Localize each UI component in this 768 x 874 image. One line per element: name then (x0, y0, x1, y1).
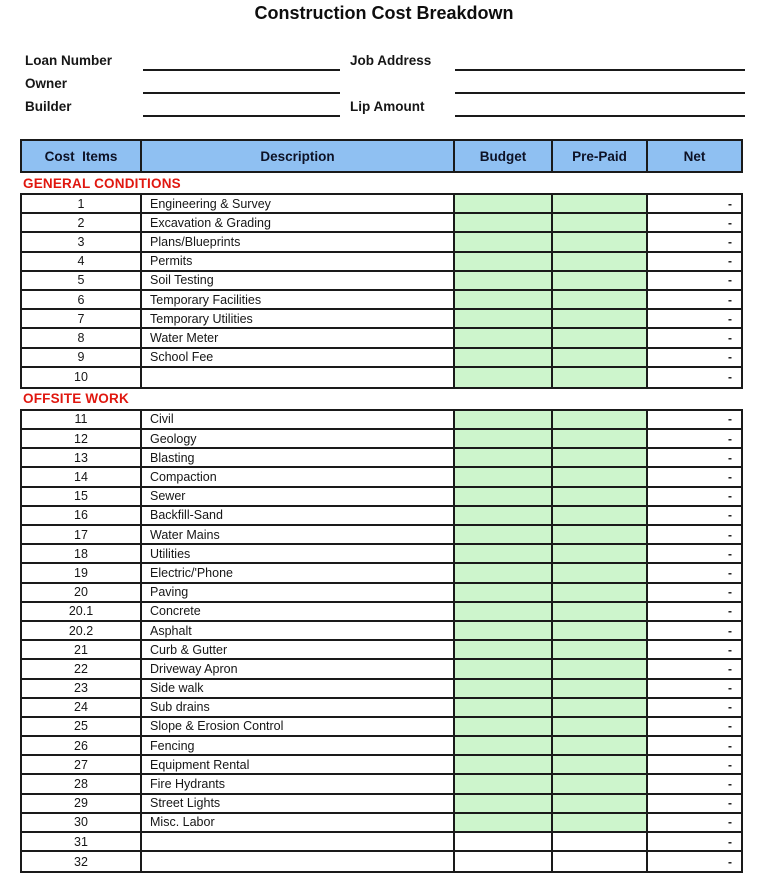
column-header-description: Description (142, 141, 455, 171)
budget-input-cell[interactable] (455, 526, 553, 543)
description-cell: Compaction (142, 468, 455, 485)
table-row (22, 775, 741, 794)
table-row (22, 699, 741, 718)
cost-item-number-cell: 15 (22, 488, 142, 505)
description-cell: Misc. Labor (142, 814, 455, 831)
budget-input-cell[interactable] (455, 699, 553, 716)
description-cell: Sub drains (142, 699, 455, 716)
prepaid-input-cell[interactable] (553, 699, 648, 716)
table-row (22, 852, 741, 871)
prepaid-input-cell[interactable] (553, 660, 648, 677)
net-value-cell: - (728, 470, 732, 485)
section-title: GENERAL CONDITIONS (23, 175, 181, 191)
net-value-cell: - (728, 854, 732, 869)
table-row (22, 488, 741, 507)
prepaid-input-cell[interactable] (553, 641, 648, 658)
description-cell: Blasting (142, 449, 455, 466)
page-title: Construction Cost Breakdown (254, 3, 514, 23)
description-cell: Paving (142, 584, 455, 601)
budget-input-cell[interactable] (455, 545, 553, 562)
builder-label: Builder (25, 99, 72, 114)
budget-input-cell[interactable] (455, 641, 553, 658)
address-continued-field-line[interactable] (455, 76, 745, 94)
budget-input-cell[interactable] (455, 737, 553, 754)
prepaid-input-cell[interactable] (553, 214, 648, 231)
lip-amount-label: Lip Amount (350, 99, 425, 114)
net-value-cell: - (728, 508, 732, 523)
prepaid-input-cell[interactable] (553, 795, 648, 812)
description-cell: Plans/Blueprints (142, 233, 455, 250)
budget-input-cell[interactable] (455, 253, 553, 270)
description-cell: Permits (142, 253, 455, 270)
cost-item-number-cell: 3 (22, 233, 142, 250)
net-value-cell: - (728, 661, 732, 676)
table-row (22, 411, 741, 430)
prepaid-input-cell[interactable] (553, 526, 648, 543)
cost-item-number-cell: 25 (22, 718, 142, 735)
prepaid-input-cell[interactable] (553, 775, 648, 792)
cost-item-number-cell: 23 (22, 680, 142, 697)
table-row (22, 449, 741, 468)
cost-item-number-cell: 8 (22, 329, 142, 346)
table-header-row (20, 139, 743, 173)
table-row (22, 329, 741, 348)
net-value-cell: - (728, 370, 732, 385)
cost-item-number-cell: 29 (22, 795, 142, 812)
table-row (22, 564, 741, 583)
column-header-pre-paid: Pre-Paid (553, 141, 648, 171)
loan-number-label: Loan Number (25, 53, 113, 68)
section-rows-block (20, 409, 743, 874)
net-value-cell: - (728, 215, 732, 230)
cost-item-number-cell: 5 (22, 272, 142, 289)
cost-item-number-cell: 27 (22, 756, 142, 773)
budget-input-cell[interactable] (455, 233, 553, 250)
description-cell: Water Mains (142, 526, 455, 543)
table-row (22, 430, 741, 449)
description-cell (142, 368, 455, 387)
cost-item-number-cell: 14 (22, 468, 142, 485)
budget-input-cell[interactable] (455, 775, 553, 792)
cost-item-number-cell: 16 (22, 507, 142, 524)
form-row (0, 94, 768, 117)
cost-item-number-cell: 9 (22, 349, 142, 366)
prepaid-input-cell[interactable] (553, 833, 648, 850)
budget-input-cell[interactable] (455, 622, 553, 639)
cost-item-number-cell: 21 (22, 641, 142, 658)
budget-input-cell[interactable] (455, 214, 553, 231)
budget-input-cell[interactable] (455, 603, 553, 620)
prepaid-input-cell[interactable] (553, 584, 648, 601)
budget-input-cell[interactable] (455, 349, 553, 366)
prepaid-input-cell[interactable] (553, 852, 648, 871)
section-header-band (20, 389, 743, 409)
description-cell: Fencing (142, 737, 455, 754)
description-cell: Side walk (142, 680, 455, 697)
budget-input-cell[interactable] (455, 852, 553, 871)
prepaid-input-cell[interactable] (553, 718, 648, 735)
net-value-cell: - (728, 273, 732, 288)
prepaid-input-cell[interactable] (553, 603, 648, 620)
budget-input-cell[interactable] (455, 833, 553, 850)
table-row (22, 603, 741, 622)
loan-number-field-line[interactable] (143, 53, 340, 71)
net-value-cell: - (728, 196, 732, 211)
budget-input-cell[interactable] (455, 756, 553, 773)
description-cell: Driveway Apron (142, 660, 455, 677)
table-row (22, 310, 741, 329)
section-rows-block (20, 193, 743, 389)
budget-input-cell[interactable] (455, 795, 553, 812)
prepaid-input-cell[interactable] (553, 449, 648, 466)
cost-item-number-cell: 19 (22, 564, 142, 581)
cost-item-number-cell: 7 (22, 310, 142, 327)
description-cell: Equipment Rental (142, 756, 455, 773)
table-row (22, 545, 741, 564)
net-value-cell: - (728, 796, 732, 811)
net-value-cell: - (728, 234, 732, 249)
prepaid-input-cell[interactable] (553, 488, 648, 505)
description-cell: Water Meter (142, 329, 455, 346)
net-value-cell: - (728, 254, 732, 269)
table-row (22, 756, 741, 775)
table-row (22, 737, 741, 756)
section-title: OFFSITE WORK (23, 391, 129, 407)
table-row (22, 660, 741, 679)
description-cell: Street Lights (142, 795, 455, 812)
description-cell: Curb & Gutter (142, 641, 455, 658)
table-row (22, 718, 741, 737)
description-cell: Asphalt (142, 622, 455, 639)
cost-item-number-cell: 20 (22, 584, 142, 601)
description-cell: Geology (142, 430, 455, 447)
lip-amount-field-line[interactable] (455, 99, 745, 117)
prepaid-input-cell[interactable] (553, 349, 648, 366)
table-row (22, 680, 741, 699)
cost-item-number-cell: 26 (22, 737, 142, 754)
net-value-cell: - (728, 642, 732, 657)
job-address-field-line[interactable] (455, 53, 745, 71)
prepaid-input-cell[interactable] (553, 737, 648, 754)
budget-input-cell[interactable] (455, 814, 553, 831)
prepaid-input-cell[interactable] (553, 272, 648, 289)
description-cell: Temporary Utilities (142, 310, 455, 327)
net-value-cell: - (728, 527, 732, 542)
column-header-net: Net (683, 148, 706, 164)
budget-input-cell[interactable] (455, 488, 553, 505)
description-cell: Utilities (142, 545, 455, 562)
job-address-label: Job Address (350, 53, 432, 68)
column-header-budget: Budget (455, 141, 553, 171)
prepaid-input-cell[interactable] (553, 756, 648, 773)
table-row (22, 622, 741, 641)
budget-input-cell[interactable] (455, 411, 553, 428)
table-row (22, 349, 741, 368)
net-value-cell: - (728, 777, 732, 792)
budget-input-cell[interactable] (455, 564, 553, 581)
description-cell: Engineering & Survey (142, 195, 455, 212)
prepaid-input-cell[interactable] (553, 468, 648, 485)
table-row (22, 526, 741, 545)
cost-item-number-cell: 2 (22, 214, 142, 231)
prepaid-input-cell[interactable] (553, 814, 648, 831)
net-value-cell: - (728, 412, 732, 427)
net-value-cell: - (728, 292, 732, 307)
cost-item-number-cell: 4 (22, 253, 142, 270)
table-row (22, 584, 741, 603)
owner-label: Owner (25, 76, 68, 91)
table-section (20, 389, 743, 874)
table-row (22, 507, 741, 526)
description-cell: Backfill-Sand (142, 507, 455, 524)
prepaid-input-cell[interactable] (553, 564, 648, 581)
table-section (20, 173, 743, 389)
net-value-cell: - (728, 738, 732, 753)
description-cell: Temporary Facilities (142, 291, 455, 308)
net-value-cell: - (728, 330, 732, 345)
cost-item-number-cell: 18 (22, 545, 142, 562)
table-row (22, 795, 741, 814)
table-row (22, 272, 741, 291)
budget-input-cell[interactable] (455, 449, 553, 466)
cost-item-number-cell: 11 (22, 411, 142, 428)
net-value-cell: - (728, 489, 732, 504)
table-row (22, 233, 741, 252)
description-cell: Soil Testing (142, 272, 455, 289)
budget-input-cell[interactable] (455, 368, 553, 387)
prepaid-input-cell[interactable] (553, 430, 648, 447)
budget-input-cell[interactable] (455, 430, 553, 447)
description-cell: Sewer (142, 488, 455, 505)
table-row (22, 368, 741, 387)
budget-input-cell[interactable] (455, 584, 553, 601)
prepaid-input-cell[interactable] (553, 622, 648, 639)
cost-item-number-cell: 20.1 (22, 603, 142, 620)
prepaid-input-cell[interactable] (553, 253, 648, 270)
budget-input-cell[interactable] (455, 291, 553, 308)
cost-item-number-cell: 30 (22, 814, 142, 831)
prepaid-input-cell[interactable] (553, 310, 648, 327)
net-value-cell: - (728, 681, 732, 696)
cost-breakdown-table (20, 139, 743, 873)
owner-field-line[interactable] (143, 76, 340, 94)
cost-item-number-cell: 24 (22, 699, 142, 716)
column-header-cost-items: Cost Items (22, 141, 142, 171)
table-row (22, 214, 741, 233)
net-value-cell: - (728, 585, 732, 600)
net-value-cell: - (728, 757, 732, 772)
budget-input-cell[interactable] (455, 310, 553, 327)
description-cell (142, 833, 455, 850)
budget-input-cell[interactable] (455, 660, 553, 677)
prepaid-input-cell[interactable] (553, 411, 648, 428)
net-value-cell: - (728, 546, 732, 561)
net-value-cell: - (728, 350, 732, 365)
table-row (22, 468, 741, 487)
budget-input-cell[interactable] (455, 195, 553, 212)
table-row (22, 641, 741, 660)
net-value-cell: - (728, 311, 732, 326)
net-value-cell: - (728, 450, 732, 465)
blank-label (350, 91, 455, 94)
net-value-cell: - (728, 834, 732, 849)
cost-item-number-cell: 10 (22, 368, 142, 387)
section-header-band (20, 173, 743, 193)
table-row (22, 814, 741, 833)
table-row (22, 253, 741, 272)
description-cell (142, 852, 455, 871)
budget-input-cell[interactable] (455, 272, 553, 289)
prepaid-input-cell[interactable] (553, 368, 648, 387)
prepaid-input-cell[interactable] (553, 545, 648, 562)
net-value-cell: - (728, 565, 732, 580)
cost-item-number-cell: 28 (22, 775, 142, 792)
form-row (0, 48, 768, 71)
cost-item-number-cell: 31 (22, 833, 142, 850)
form-row (0, 71, 768, 94)
cost-item-number-cell: 20.2 (22, 622, 142, 639)
net-value-cell: - (728, 700, 732, 715)
prepaid-input-cell[interactable] (553, 291, 648, 308)
net-value-cell: - (728, 815, 732, 830)
cost-item-number-cell: 17 (22, 526, 142, 543)
budget-input-cell[interactable] (455, 507, 553, 524)
description-cell: Slope & Erosion Control (142, 718, 455, 735)
cost-item-number-cell: 13 (22, 449, 142, 466)
net-value-cell: - (728, 623, 732, 638)
table-row (22, 195, 741, 214)
table-row (22, 291, 741, 310)
description-cell: Civil (142, 411, 455, 428)
budget-input-cell[interactable] (455, 718, 553, 735)
net-value-cell: - (728, 431, 732, 446)
prepaid-input-cell[interactable] (553, 195, 648, 212)
description-cell: Concrete (142, 603, 455, 620)
budget-input-cell[interactable] (455, 680, 553, 697)
prepaid-input-cell[interactable] (553, 680, 648, 697)
cost-item-number-cell: 32 (22, 852, 142, 871)
prepaid-input-cell[interactable] (553, 507, 648, 524)
net-value-cell: - (728, 719, 732, 734)
cost-item-number-cell: 12 (22, 430, 142, 447)
table-body (20, 173, 743, 873)
builder-field-line[interactable] (143, 99, 340, 117)
description-cell: School Fee (142, 349, 455, 366)
prepaid-input-cell[interactable] (553, 329, 648, 346)
cost-item-number-cell: 1 (22, 195, 142, 212)
prepaid-input-cell[interactable] (553, 233, 648, 250)
description-cell: Fire Hydrants (142, 775, 455, 792)
description-cell: Electric/'Phone (142, 564, 455, 581)
table-row (22, 833, 741, 852)
cost-item-number-cell: 22 (22, 660, 142, 677)
description-cell: Excavation & Grading (142, 214, 455, 231)
budget-input-cell[interactable] (455, 329, 553, 346)
cost-item-number-cell: 6 (22, 291, 142, 308)
budget-input-cell[interactable] (455, 468, 553, 485)
net-value-cell: - (728, 604, 732, 619)
loan-info-form (0, 48, 768, 117)
